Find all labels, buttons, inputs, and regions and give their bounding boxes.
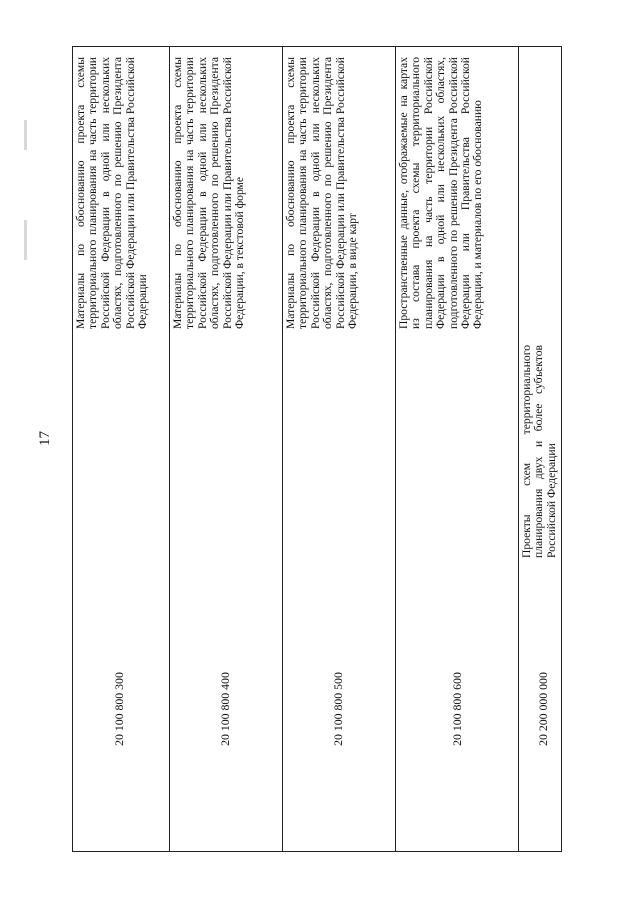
row-divider — [518, 47, 519, 851]
row-divider — [169, 47, 170, 851]
table-row-2-code: 20 100 800 400 — [218, 672, 232, 746]
table-row-5-name: Проекты схем территориального планирования двух и более субъектов Российской Федерации — [520, 345, 558, 558]
row-divider — [282, 47, 283, 851]
table-row-4-description: Пространственные данные, отображаемые на картах из состава проекта схемы территориального планирования на часть территории Российской Федерации в одной или нескольких областях, подготовленного по решению Президента Российской Федерации или Правительства Российской Федерации, и материалов по его обоснованию — [397, 57, 485, 329]
scan-artifact — [24, 220, 27, 260]
table-row-2-description: Материалы по обоснованию проекта схемы территориального планирования на часть территории Российской Федерации в одной или нескольких областях, подготовленного по решению Президента Российской Федерации или Правительства Российской Федерации, в текстовой форме — [171, 57, 247, 329]
table-row-1-description: Материалы по обоснованию проекта схемы территориального планирования на часть территории Российской Федерации в одной или нескольких областях, подготовленного по решению Президента Российской Федерации или Правительства Российской Федерации — [74, 57, 150, 329]
page-number: 17 — [37, 431, 53, 446]
table-row-4-code: 20 100 800 600 — [450, 672, 464, 746]
table-row-5-code: 20 200 000 000 — [536, 672, 550, 746]
table-row-3-code: 20 100 800 500 — [331, 672, 345, 746]
scan-artifact — [24, 120, 27, 150]
classification-table — [72, 46, 562, 852]
table-row-3-description: Материалы по обоснованию проекта схемы территориального планирования на часть территории Российской Федерации в одной или нескольких областях, подготовленного по решению Президента Российской Федерации или Правительства Российской Федерации, в виде карт — [284, 57, 360, 329]
table-row-1-code: 20 100 800 300 — [112, 672, 126, 746]
row-divider — [395, 47, 396, 851]
